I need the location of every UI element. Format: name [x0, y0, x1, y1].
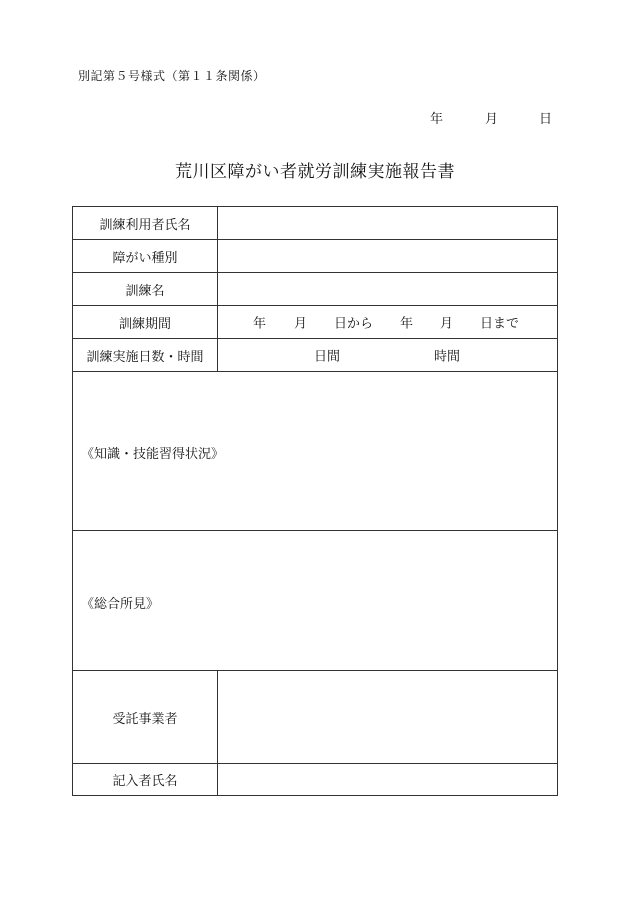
contractor-label: 受託事業者	[73, 671, 218, 764]
period-to-day: 日まで	[480, 316, 520, 332]
days-hours-label: 訓練実施日数・時間	[73, 339, 218, 372]
overall-section-title: 《総合所見》	[81, 596, 160, 612]
contractor-field[interactable]	[218, 671, 558, 764]
skills-section-field[interactable]	[73, 372, 558, 531]
row-training-period	[73, 306, 558, 339]
row-training-name	[73, 273, 558, 306]
training-period-field[interactable]	[218, 306, 558, 339]
period-from-year: 年	[253, 316, 267, 332]
date-line	[430, 108, 553, 127]
period-to-month: 月	[440, 316, 454, 332]
trainee-name-field[interactable]	[218, 207, 558, 240]
form-number: 別記第５号様式（第１１条関係）	[78, 69, 266, 83]
date-day-label: 日	[539, 112, 553, 127]
training-name-label: 訓練名	[73, 273, 218, 306]
document-title: 荒川区障がい者就労訓練実施報告書	[175, 162, 455, 182]
period-to-year: 年	[400, 316, 414, 332]
row-contractor	[73, 671, 558, 764]
days-unit: 日間	[314, 349, 341, 365]
writer-name-label: 記入者氏名	[73, 764, 218, 796]
training-period-label: 訓練期間	[73, 306, 218, 339]
date-year-label: 年	[430, 112, 444, 127]
days-hours-container	[218, 339, 557, 371]
row-skills	[73, 372, 558, 531]
row-days-hours	[73, 339, 558, 372]
days-hours-field[interactable]	[218, 339, 558, 372]
skills-section-title: 《知識・技能習得状況》	[81, 447, 225, 462]
row-trainee-name	[73, 207, 558, 240]
disability-type-label: 障がい種別	[73, 240, 218, 273]
period-from-day: 日から	[334, 316, 374, 332]
period-from-month: 月	[294, 316, 308, 332]
overall-section-field[interactable]	[73, 531, 558, 671]
writer-name-field[interactable]	[218, 764, 558, 796]
report-table	[72, 206, 558, 796]
row-overall	[73, 531, 558, 671]
disability-type-field[interactable]	[218, 240, 558, 273]
training-name-field[interactable]	[218, 273, 558, 306]
date-month-label: 月	[485, 112, 499, 127]
row-disability-type	[73, 240, 558, 273]
row-writer-name	[73, 764, 558, 796]
hours-unit: 時間	[434, 349, 461, 365]
trainee-name-label: 訓練利用者氏名	[73, 207, 218, 240]
period-container	[218, 306, 557, 338]
